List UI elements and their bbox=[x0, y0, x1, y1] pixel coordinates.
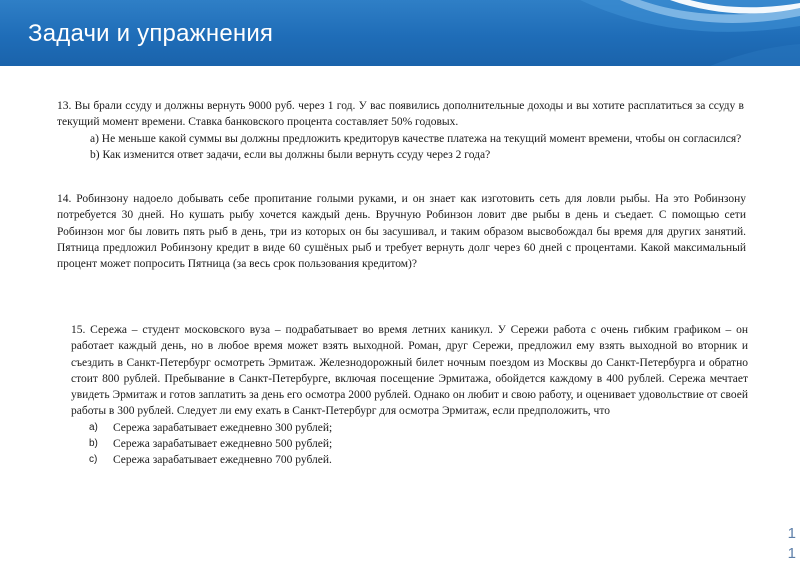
option-a-text: Сережа зарабатывает ежедневно 300 рублей; bbox=[113, 421, 333, 434]
problem-14-text: 14. Робинзону надоело добывать себе пропитание голыми руками, и он знает как изготовить сеть для ловли рыбы. На это Робинзону потребуется 30 дней. Но кушать рыбу хочется каждый день. Вручную Робинзон ловит две рыбы в день и съедает. С помощью сети Робинзон мог бы ловить пять рыб в день, три из которых он бы засушивал, и таким образом высвобождал бы время для других занятий. Пятница предложил Робинзону кредит в виде 60 сушёных рыб и требует вернуть долг через 60 дней с процентами. Какой максимальный процент может попросить Пятница (за весь срок пользования кредитом)? bbox=[57, 193, 746, 271]
option-c bbox=[71, 452, 748, 468]
problem-15 bbox=[71, 322, 748, 469]
problem-13-part-b: b) Как изменится ответ задачи, если вы должны были вернуть ссуду через 2 года? bbox=[90, 148, 491, 161]
option-a bbox=[71, 420, 748, 436]
page-number-line-2: 1 bbox=[787, 545, 796, 562]
problem-14 bbox=[57, 191, 746, 272]
slide-header bbox=[0, 0, 800, 66]
page-number bbox=[788, 524, 796, 564]
problem-15-text: 15. Сережа – студент московского вуза – подрабатывает во время летних каникул. У Сережи работа с очень гибким графиком – он работает каждый день, но в любое время может взять выходной. Роман, друг Сережи, предложил ему взять выходной во вторник и съездить в Санкт-Петербург осмотреть Эрмитаж. Железнодорожный билет ночным поездом из Москвы до Санкт-Петербурга и обратно стоит 800 рублей. Пребывание в Санкт-Петербурге, включая посещение Эрмитажа, обойдется каждому в 400 рублей. Сережа мечтает увидеть Эрмитаж и готов заплатить за день его осмотра 2000 рублей. Однако он любит и свою работу, и оценивает удовольствие от своей работы в 300 рублей. Следует ли ему ехать в Санкт-Петербург для осмотра Эрмитаж, если предположить, что bbox=[71, 324, 748, 418]
slide-title: Задачи и упражнения bbox=[28, 20, 274, 47]
header-swoosh-decoration bbox=[560, 0, 800, 66]
option-b-marker: b) bbox=[89, 438, 98, 450]
problem-15-options bbox=[71, 420, 748, 469]
option-a-marker: a) bbox=[89, 421, 98, 433]
page-number-line-1: 1 bbox=[787, 525, 796, 542]
option-b-text: Сережа зарабатывает ежедневно 500 рублей; bbox=[113, 438, 333, 451]
option-c-marker: c) bbox=[89, 454, 98, 466]
problem-13-text: 13. Вы брали ссуду и должны вернуть 9000 руб. через 1 год. У вас появились дополнительные доходы и вы хотите расплатиться за ссуду в текущий момент времени. Ставка банковского процента составляет 50% годовых. bbox=[57, 100, 744, 129]
option-b bbox=[71, 436, 748, 452]
problem-13 bbox=[57, 98, 744, 163]
option-c-text: Сережа зарабатывает ежедневно 700 рублей. bbox=[113, 454, 332, 467]
problem-13-part-a: а) Не меньше какой суммы вы должны предложить кредиторув качестве платежа на текущий момент времени, чтобы он согласился? bbox=[90, 132, 742, 145]
